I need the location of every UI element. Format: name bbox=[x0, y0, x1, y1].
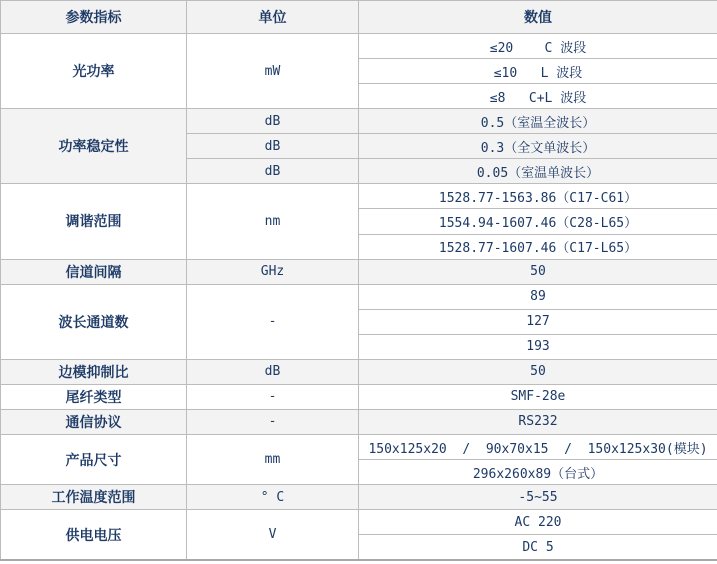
value-cell: 0.5（室温全波长） bbox=[359, 109, 717, 134]
param-cell-fiber-type: 尾纤类型 bbox=[1, 384, 187, 409]
value-cell: ≤8 C+L 波段 bbox=[359, 84, 717, 109]
table-row bbox=[1, 510, 717, 535]
table-row bbox=[1, 109, 717, 134]
value-cell: 193 bbox=[359, 334, 717, 359]
param-cell-smsr: 边模抑制比 bbox=[1, 359, 187, 384]
table-row bbox=[1, 284, 717, 309]
value-column-header: 数值 bbox=[359, 1, 717, 34]
value-cell: 0.05（室温单波长） bbox=[359, 159, 717, 184]
value-cell: 1528.77-1607.46（C17-L65） bbox=[359, 234, 717, 259]
value-cell: DC 5 bbox=[359, 535, 717, 560]
param-cell-dimensions: 产品尺寸 bbox=[1, 435, 187, 485]
table-row bbox=[1, 259, 717, 284]
table-row bbox=[1, 359, 717, 384]
unit-cell: nm bbox=[187, 184, 359, 259]
table-row bbox=[1, 485, 717, 510]
value-cell: RS232 bbox=[359, 409, 717, 434]
unit-cell: dB bbox=[187, 134, 359, 159]
table-row bbox=[1, 184, 717, 209]
table-row bbox=[1, 435, 717, 460]
unit-cell: dB bbox=[187, 109, 359, 134]
table-row bbox=[1, 34, 717, 59]
unit-column-header: 单位 bbox=[187, 1, 359, 34]
value-cell: 150x125x20 / 90x70x15 / 150x125x30(模块) bbox=[359, 435, 717, 460]
unit-cell: - bbox=[187, 284, 359, 359]
unit-cell: ° C bbox=[187, 485, 359, 510]
table-row bbox=[1, 409, 717, 434]
header-row bbox=[1, 1, 717, 34]
value-cell: ≤10 L 波段 bbox=[359, 59, 717, 84]
value-cell: 0.3（全文单波长） bbox=[359, 134, 717, 159]
param-cell-channel-count: 波长通道数 bbox=[1, 284, 187, 359]
unit-cell: GHz bbox=[187, 259, 359, 284]
param-cell-supply-voltage: 供电电压 bbox=[1, 510, 187, 560]
unit-cell: V bbox=[187, 510, 359, 560]
unit-cell: dB bbox=[187, 159, 359, 184]
value-cell: 50 bbox=[359, 259, 717, 284]
unit-cell: mm bbox=[187, 435, 359, 485]
unit-cell: - bbox=[187, 384, 359, 409]
value-cell: 296x260x89（台式） bbox=[359, 460, 717, 485]
value-cell: 89 bbox=[359, 284, 717, 309]
value-cell: SMF-28e bbox=[359, 384, 717, 409]
param-cell-operating-temp: 工作温度范围 bbox=[1, 485, 187, 510]
param-cell-power-stability: 功率稳定性 bbox=[1, 109, 187, 184]
param-cell-protocol: 通信协议 bbox=[1, 409, 187, 434]
unit-cell: dB bbox=[187, 359, 359, 384]
value-cell: 50 bbox=[359, 359, 717, 384]
param-cell-optical-power: 光功率 bbox=[1, 34, 187, 109]
value-cell: -5~55 bbox=[359, 485, 717, 510]
param-cell-tuning-range: 调谐范围 bbox=[1, 184, 187, 259]
value-cell: AC 220 bbox=[359, 510, 717, 535]
unit-cell: - bbox=[187, 409, 359, 434]
value-cell: ≤20 C 波段 bbox=[359, 34, 717, 59]
value-cell: 127 bbox=[359, 309, 717, 334]
param-column-header: 参数指标 bbox=[1, 1, 187, 34]
table-row bbox=[1, 384, 717, 409]
value-cell: 1554.94-1607.46（C28-L65） bbox=[359, 209, 717, 234]
unit-cell: mW bbox=[187, 34, 359, 109]
param-cell-channel-spacing: 信道间隔 bbox=[1, 259, 187, 284]
value-cell: 1528.77-1563.86（C17-C61） bbox=[359, 184, 717, 209]
